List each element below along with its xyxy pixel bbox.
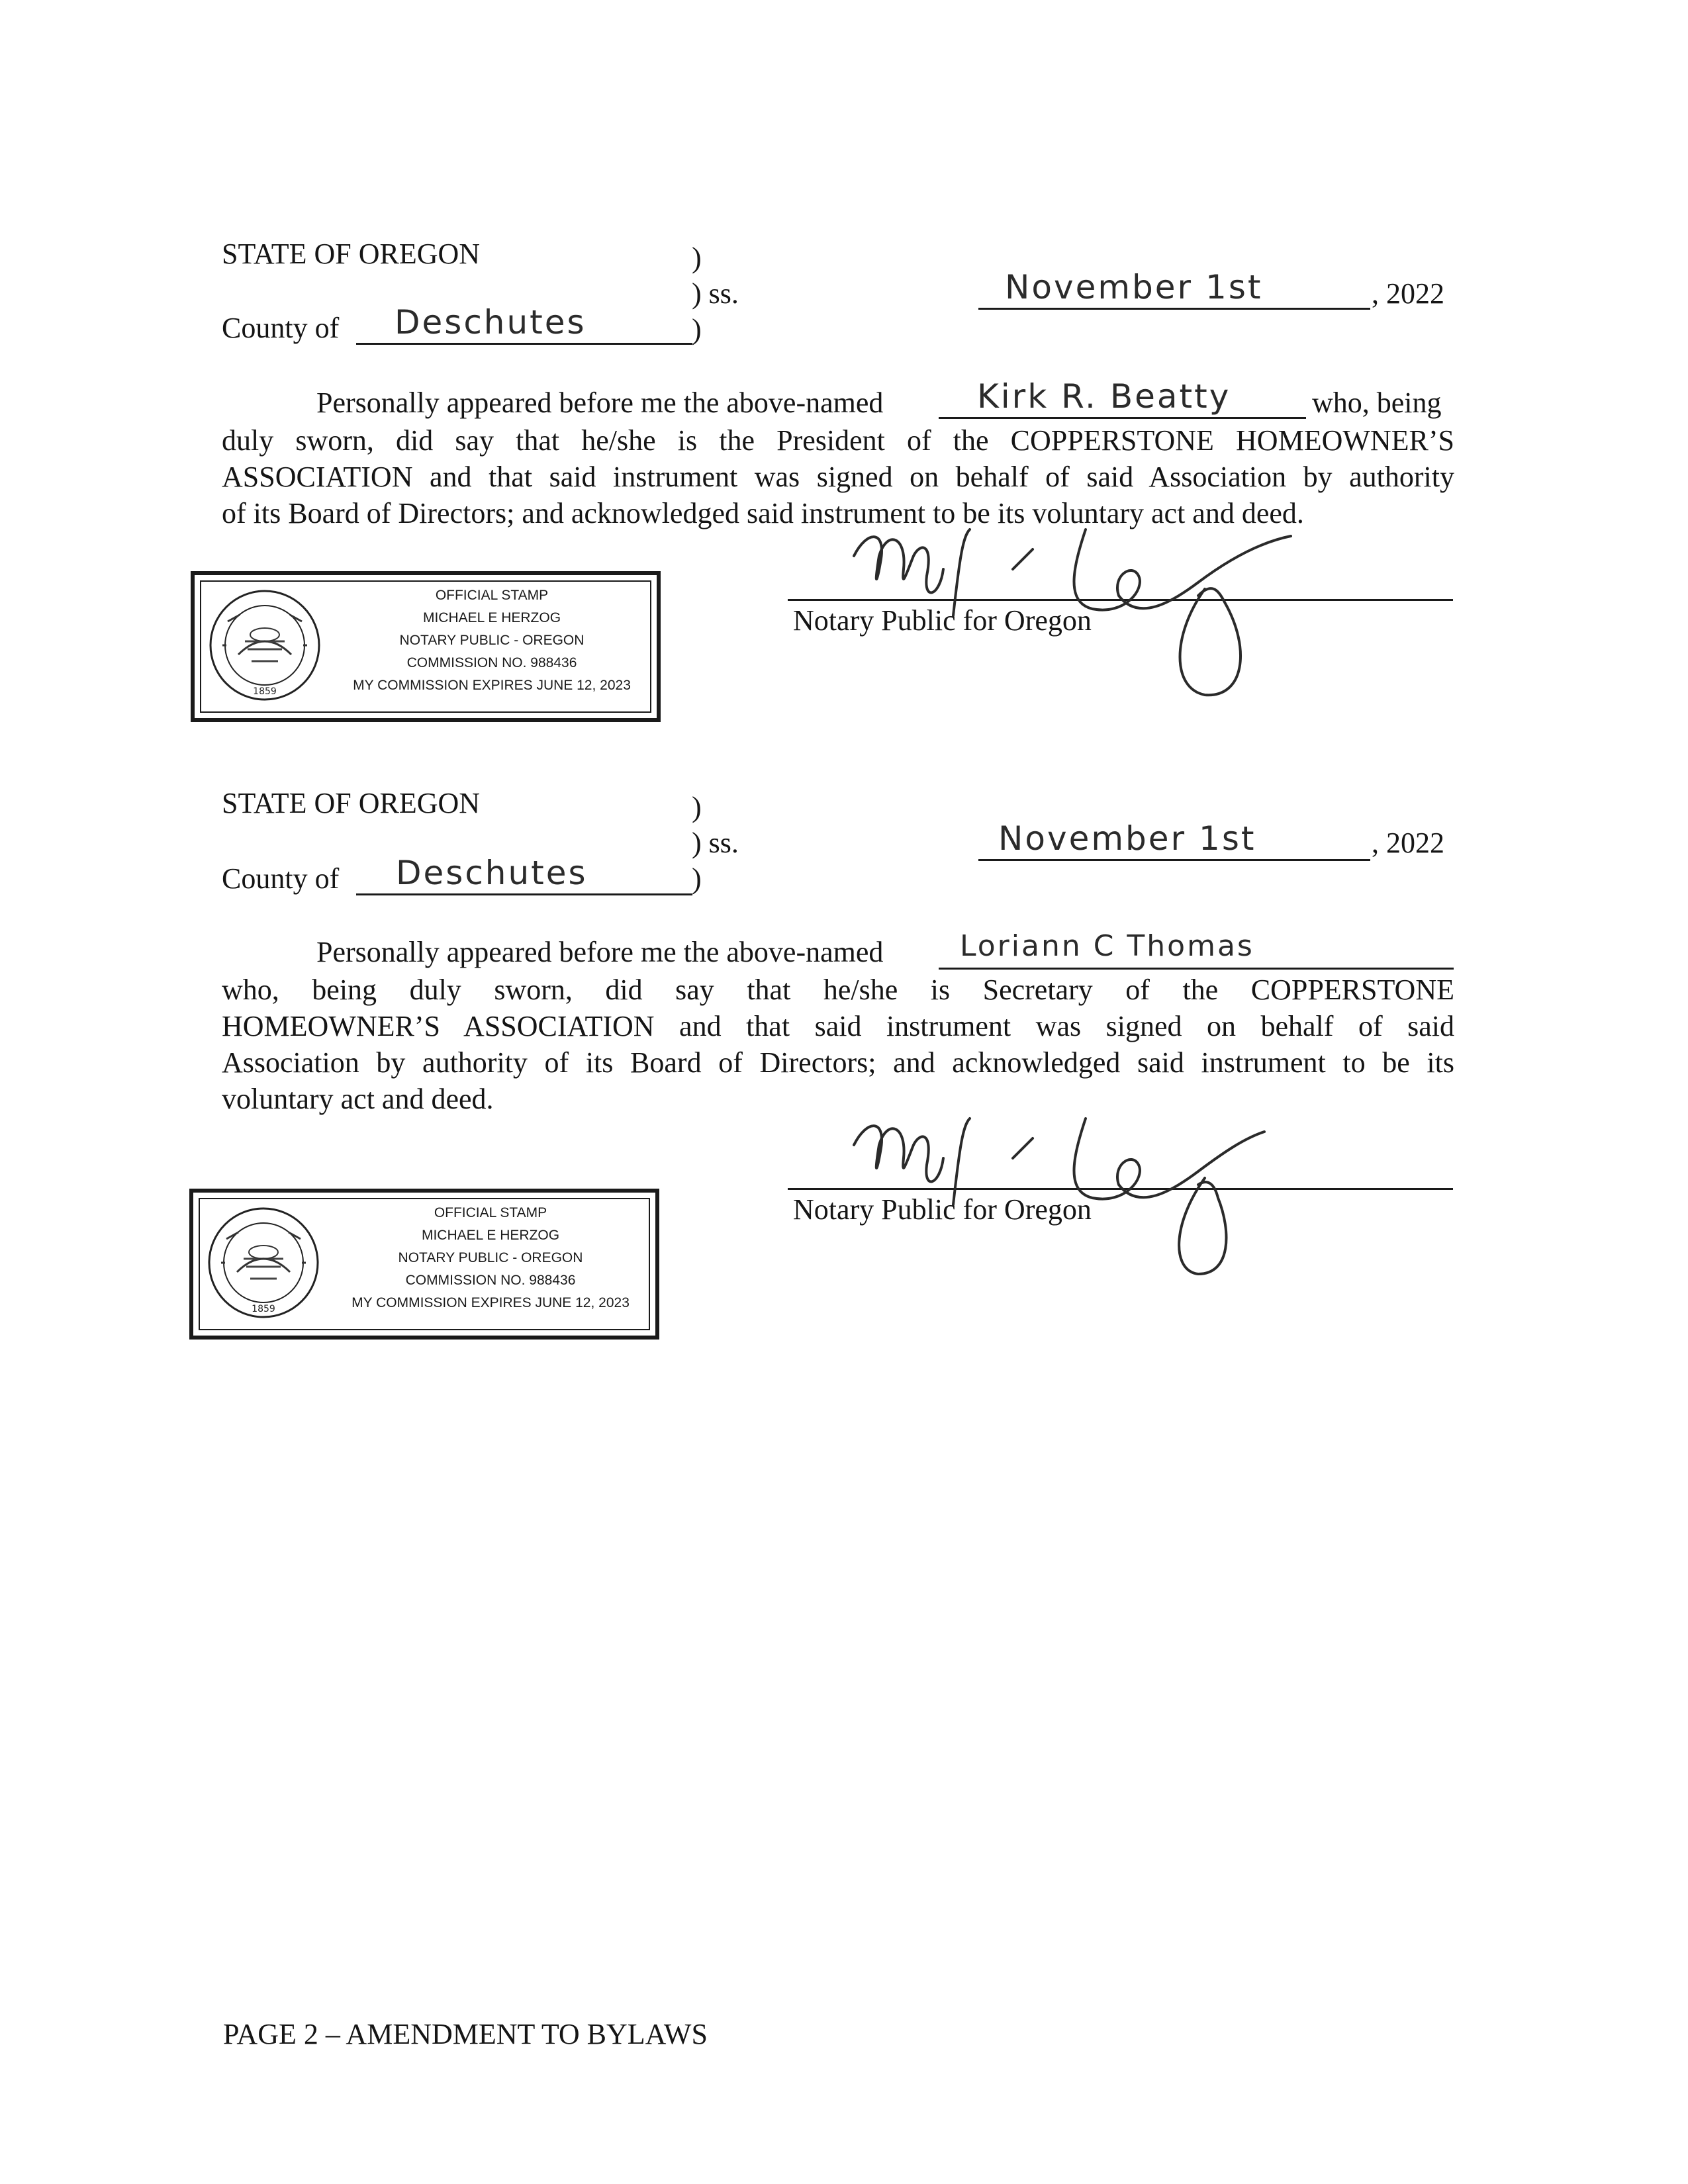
paragraph-line: Association by authority of its Board of Directors; and acknowledged said instrument to be its — [222, 1046, 1454, 1079]
stamp-line-5: MY COMMISSION EXPIRES JUNE 12, 2023 — [353, 678, 631, 693]
stamp-line-1: OFFICIAL STAMP — [435, 588, 549, 603]
official-stamp — [189, 1189, 659, 1340]
county-handwritten: Deschutes — [396, 854, 588, 892]
paren-top: ) — [692, 242, 702, 274]
paren-bottom: ) — [692, 862, 702, 895]
county-underline — [356, 893, 692, 895]
county-underline — [356, 343, 692, 345]
state-seal-icon — [207, 1206, 320, 1320]
paren-top: ) — [692, 791, 702, 823]
paragraph-body — [222, 422, 1454, 531]
date-underline — [978, 859, 1370, 861]
state-seal-icon — [208, 588, 322, 702]
svg-text:1859: 1859 — [253, 686, 277, 697]
county-handwritten: Deschutes — [395, 303, 586, 341]
stamp-line-5: MY COMMISSION EXPIRES JUNE 12, 2023 — [352, 1295, 630, 1310]
year-label: , 2022 — [1372, 277, 1444, 310]
paragraph-lead: Personally appeared before me the above-named — [316, 387, 884, 419]
date-handwritten: November 1st — [998, 819, 1256, 858]
paragraph-line: ASSOCIATION and that said instrument was signed on behalf of said Association by authority — [222, 461, 1454, 493]
paragraph-line: of its Board of Directors; and acknowledged said instrument to be its voluntary act and deed. — [222, 497, 1304, 529]
paragraph-body — [222, 972, 1454, 1117]
state-label: STATE OF OREGON — [222, 238, 481, 270]
paren-bottom: ) — [692, 313, 702, 345]
notary-label: Notary Public for Oregon — [793, 604, 1092, 637]
paragraph-line: duly sworn, did say that he/she is the President of the COPPERSTONE HOMEOWNER’S — [222, 424, 1454, 457]
state-label: STATE OF OREGON — [222, 787, 481, 819]
date-underline — [978, 308, 1370, 310]
county-label: County of — [222, 862, 340, 895]
date-handwritten: November 1st — [1005, 268, 1263, 306]
paragraph-line: voluntary act and deed. — [222, 1083, 494, 1115]
ss-label: ) ss. — [692, 277, 739, 310]
county-label: County of — [222, 312, 340, 344]
notary-label: Notary Public for Oregon — [793, 1193, 1092, 1226]
year-label: , 2022 — [1372, 827, 1444, 859]
page-footer: PAGE 2 – AMENDMENT TO BYLAWS — [223, 2018, 708, 2050]
stamp-line-4: COMMISSION NO. 988436 — [405, 1273, 576, 1288]
ss-label: ) ss. — [692, 827, 739, 859]
svg-text:1859: 1859 — [252, 1304, 275, 1314]
paragraph-lead: Personally appeared before me the above-named — [316, 936, 884, 968]
stamp-line-3: NOTARY PUBLIC - OREGON — [398, 1250, 583, 1265]
stamp-line-2: MICHAEL E HERZOG — [421, 1228, 560, 1243]
paragraph-line: HOMEOWNER’S ASSOCIATION and that said instrument was signed on behalf of said — [222, 1010, 1454, 1042]
person-underline — [939, 417, 1306, 419]
stamp-line-2: MICHAEL E HERZOG — [422, 610, 561, 625]
person-underline — [939, 968, 1454, 970]
stamp-line-3: NOTARY PUBLIC - OREGON — [399, 633, 585, 648]
paragraph-line1-tail: who, being — [1312, 387, 1442, 419]
official-stamp — [191, 571, 661, 722]
person-handwritten: Loriann C Thomas — [960, 929, 1254, 963]
paragraph-line: who, being duly sworn, did say that he/she is Secretary of the COPPERSTONE — [222, 974, 1454, 1006]
stamp-line-1: OFFICIAL STAMP — [434, 1205, 547, 1220]
stamp-line-4: COMMISSION NO. 988436 — [406, 655, 577, 670]
person-handwritten: Kirk R. Beatty — [977, 377, 1231, 416]
